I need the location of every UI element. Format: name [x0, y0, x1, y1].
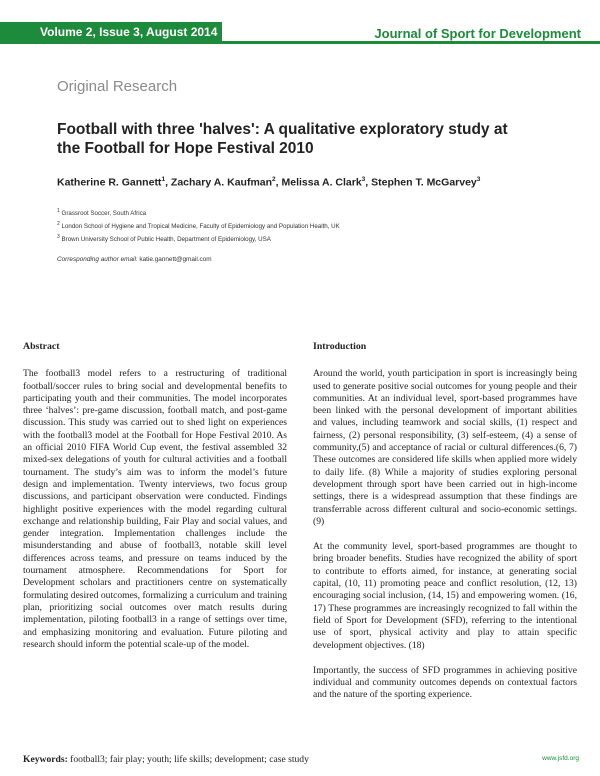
header-rule	[0, 41, 600, 44]
author-name: Melissa A. Clark	[281, 176, 362, 189]
journal-name: Journal of Sport for Development	[374, 26, 581, 41]
article-title: Football with three 'halves': A qualitative exploratory study at the Football for Hope Festival 2010	[57, 121, 508, 157]
header-bar	[0, 0, 600, 44]
affiliation: $^3$ Brown University School of Public Health, Department of Epidemiology, USA	[57, 234, 271, 244]
keywords-label: Keywords:	[23, 754, 68, 765]
author-affil-mark: 1	[161, 176, 166, 183]
introduction-heading: Introduction	[313, 341, 367, 352]
introduction-paragraph: Importantly, the success of SFD programmes in achieving positive individual and community outcomes depends on contextual factors and the nature of the sporting experience.	[313, 664, 577, 701]
author-name: Katherine R. Gannett	[57, 176, 162, 189]
journal-website[interactable]: www.jsfd.org	[542, 755, 579, 762]
introduction-column	[313, 341, 577, 715]
keywords-text: football3; fair play; youth; life skills; development; case study	[70, 754, 309, 765]
author-list: Katherine R. Gannett$^1$, Zachary A. Kaufman$^2$, Melissa A. Clark$^3$, Stephen T. McGarvey$^3$	[57, 176, 481, 189]
keywords	[23, 754, 309, 765]
introduction-paragraph: At the community level, sport-based programmes are thought to bring broader benefits. Studies have recognized the ability of sport to contribute to efforts aimed, for instance, at generating social capital, (10, 11) promoting peace and conflict resolution, (12, 13) encouraging social inclusion, (14, 15) and empowering women. (16, 17) These programmes are increasingly recognized to fall within the field of Sport for Development (SFD), referring to the intentional use of sport, physical activity and play to attain specific development objectives. (18)	[313, 541, 577, 651]
affiliation: $^2$ London School of Hygiene and Tropical Medicine, Faculty of Epidemiology and Population Health, UK	[57, 221, 340, 231]
author-affil-mark: 2	[272, 176, 276, 183]
abstract-column	[23, 341, 287, 664]
affiliation: $^1$ Grassroot Soccer, South Africa	[57, 208, 147, 218]
author-name: Zachary A. Kaufman	[170, 176, 273, 189]
section-label: Original Research	[57, 78, 178, 95]
author-affil-mark: 3	[361, 176, 366, 183]
abstract-text: The football3 model refers to a restructuring of traditional football/soccer rules to bring social and developmental benefits to participating youth and their communities. The model incorporates three ‘halves’: pre-game discussion, football match, and post-game discussion. This study was carried out to shed light on experiences with the football3 model at the Football for Hope Festival 2010. As an official 2010 FIFA World Cup event, the festival assembled 32 mixed-sex delegations of youth for cultural activities and a football tournament. The study’s aim was to inform the model’s future design and implementation. Twenty interviews, two focus group discussions, and participant observation were conducted. Findings highlight positive experiences with the model regarding cultural exchange and relationship building, Fair Play and social values, and gender integration. Implementation challenges include the misunderstanding and abuse of football3, notable skill level differences across teams, and pressure on teams induced by the tournament atmosphere. Recommendations for Sport for Development scholars and practitioners centre on systematically formulating desired outcomes, formalizing a curriculum and training plan, prioritizing social outcomes over match results during implementation, piloting football3 in a range of settings over time, and emphasizing monitoring and evaluation. Future piloting and research should inform the potential scale-up of the model.	[23, 368, 287, 650]
volume-issue: Volume 2, Issue 3, August 2014	[40, 25, 218, 39]
introduction-paragraph: Around the world, youth participation in sport is increasingly being used to generate positive social outcomes for young people and their communities. At an individual level, sport-based programmes have been linked with the personal development of important abilities and values, including teamwork and social skills, (1) respect and fairness, (2) personal responsibility, (3) self-esteem, (4) a sense of community,(5) and acceptance of racial or cultural differences.(6, 7) These outcomes are considered life skills when applied more widely to daily life. (8) While a majority of studies exploring personal development through sport have been carried out in high-income settings, there is a widespread assumption that these findings are transferrable across different cultural and socio-economic settings. (9)	[313, 368, 577, 527]
corresponding-label: Corresponding author email:	[57, 256, 138, 263]
author-name: Stephen T. McGarvey	[371, 176, 477, 189]
abstract-heading: Abstract	[23, 341, 60, 352]
affiliation-list	[57, 206, 537, 245]
corresponding-email[interactable]: katie.gannett@gmail.com	[139, 256, 212, 263]
corresponding-author	[57, 256, 212, 263]
author-affil-mark: 3	[476, 176, 481, 183]
